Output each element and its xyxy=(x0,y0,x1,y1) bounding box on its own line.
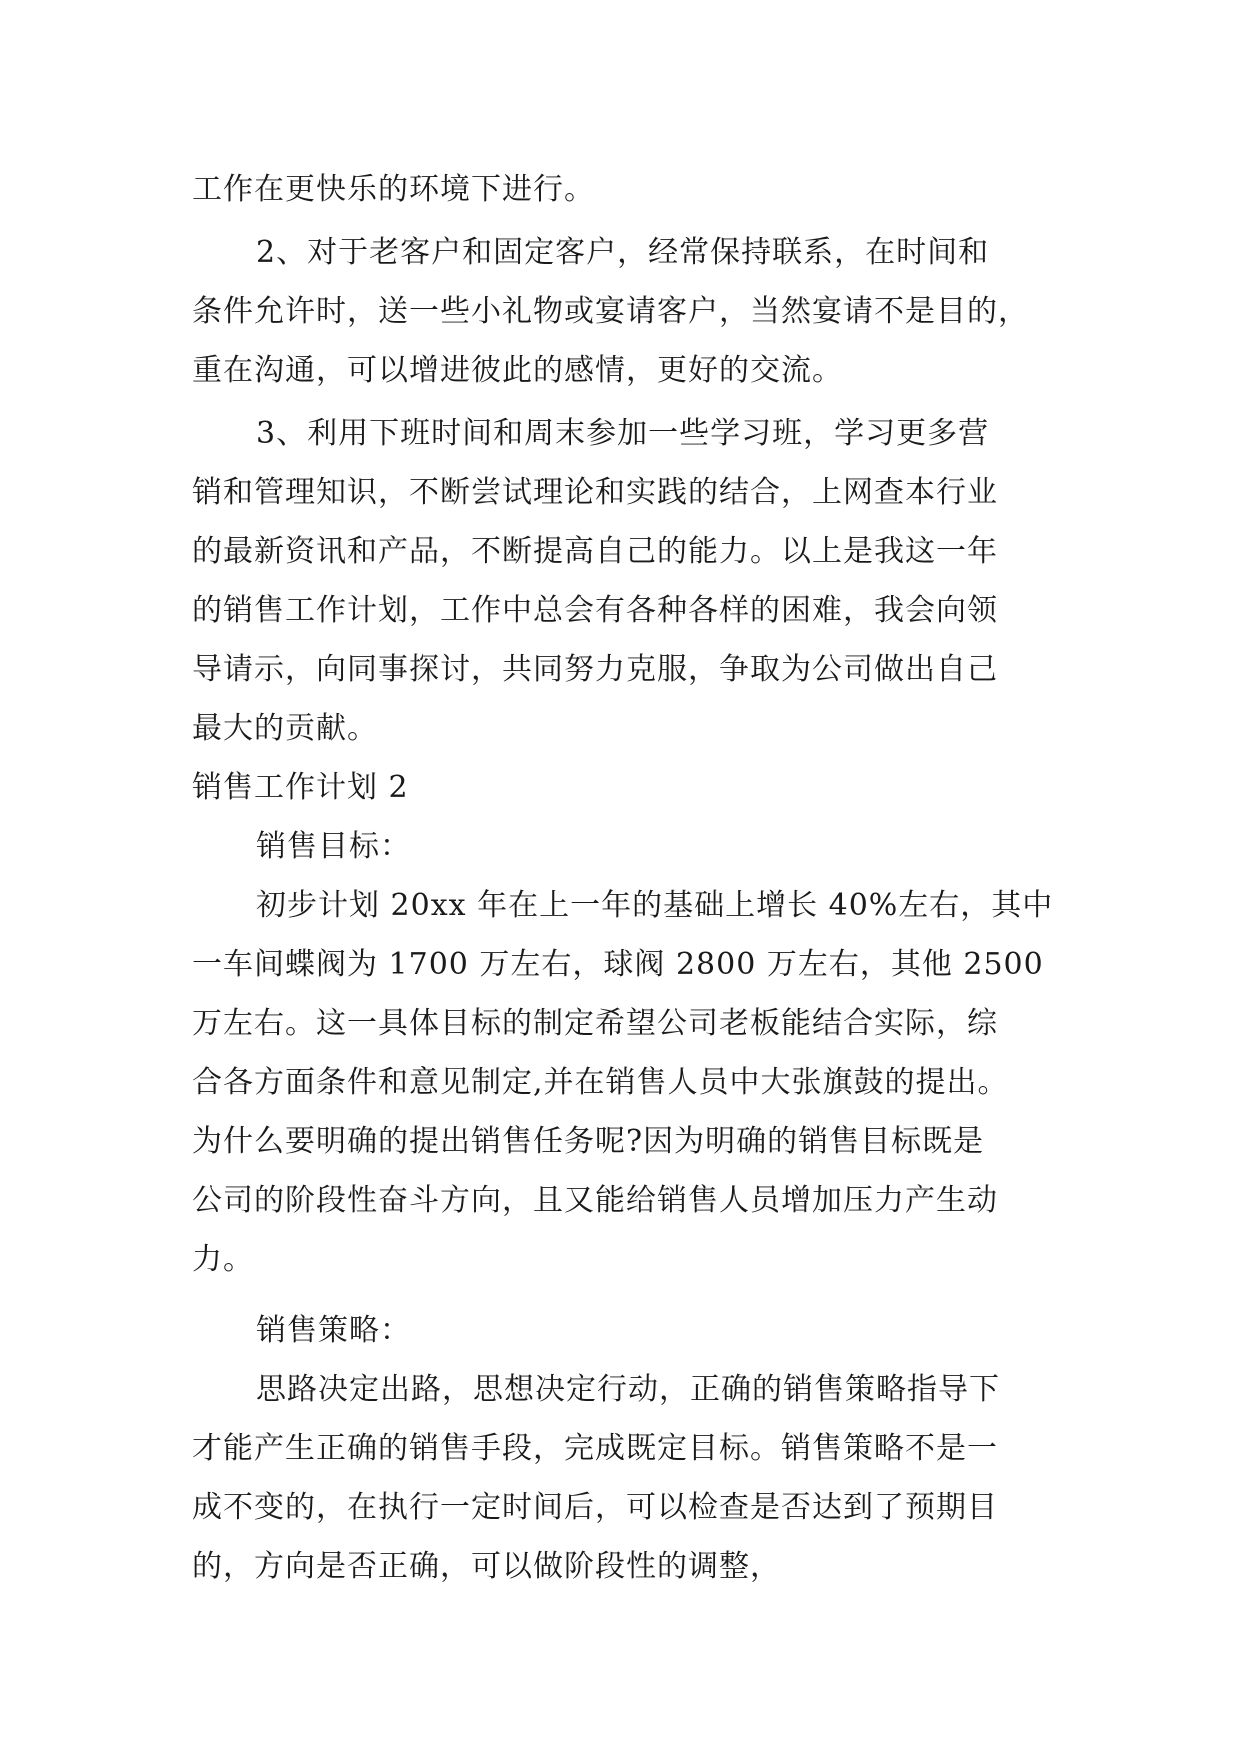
text-line: 工作在更快乐的环境下进行。 xyxy=(192,172,595,207)
paragraph-line: 3、利用下班时间和周末参加一些学习班，学习更多营 xyxy=(256,416,990,451)
text-line: 才能产生正确的销售手段，完成既定目标。销售策略不是一 xyxy=(192,1431,998,1466)
text-line: 最大的贡献。 xyxy=(192,711,378,746)
text-line: 导请示，向同事探讨，共同努力克服，争取为公司做出自己 xyxy=(192,652,998,687)
subsection-heading: 销售目标： xyxy=(256,829,411,864)
text-line: 为什么要明确的提出销售任务呢?因为明确的销售目标既是 xyxy=(192,1124,985,1159)
text-line: 成不变的，在执行一定时间后，可以检查是否达到了预期目 xyxy=(192,1490,998,1525)
text-line: 的销售工作计划，工作中总会有各种各样的困难，我会向领 xyxy=(192,593,998,628)
text-line: 万左右。这一具体目标的制定希望公司老板能结合实际，综 xyxy=(192,1006,998,1041)
section-heading: 销售工作计划 2 xyxy=(192,770,409,805)
text-line: 销和管理知识，不断尝试理论和实践的结合，上网查本行业 xyxy=(192,475,998,510)
text-line: 力。 xyxy=(192,1242,254,1277)
paragraph-line: 初步计划 20xx 年在上一年的基础上增长 40%左右，其中 xyxy=(256,888,1054,923)
text-line: 重在沟通，可以增进彼此的感情，更好的交流。 xyxy=(192,353,843,388)
text-line: 一车间蝶阀为 1700 万左右，球阀 2800 万左右，其他 2500 xyxy=(192,947,1044,982)
text-line: 合各方面条件和意见制定,并在销售人员中大张旗鼓的提出。 xyxy=(192,1065,1009,1100)
paragraph-line: 2、对于老客户和固定客户，经常保持联系，在时间和 xyxy=(256,235,990,270)
text-line: 公司的阶段性奋斗方向，且又能给销售人员增加压力产生动 xyxy=(192,1183,998,1218)
text-line: 的，方向是否正确，可以做阶段性的调整， xyxy=(192,1549,781,1584)
paragraph-line: 思路决定出路，思想决定行动，正确的销售策略指导下 xyxy=(256,1372,1000,1407)
document-body xyxy=(192,160,1052,1596)
subsection-heading: 销售策略： xyxy=(256,1313,411,1348)
text-line: 条件允许时，送一些小礼物或宴请客户，当然宴请不是目的， xyxy=(192,294,1029,329)
text-line: 的最新资讯和产品，不断提高自己的能力。以上是我这一年 xyxy=(192,534,998,569)
